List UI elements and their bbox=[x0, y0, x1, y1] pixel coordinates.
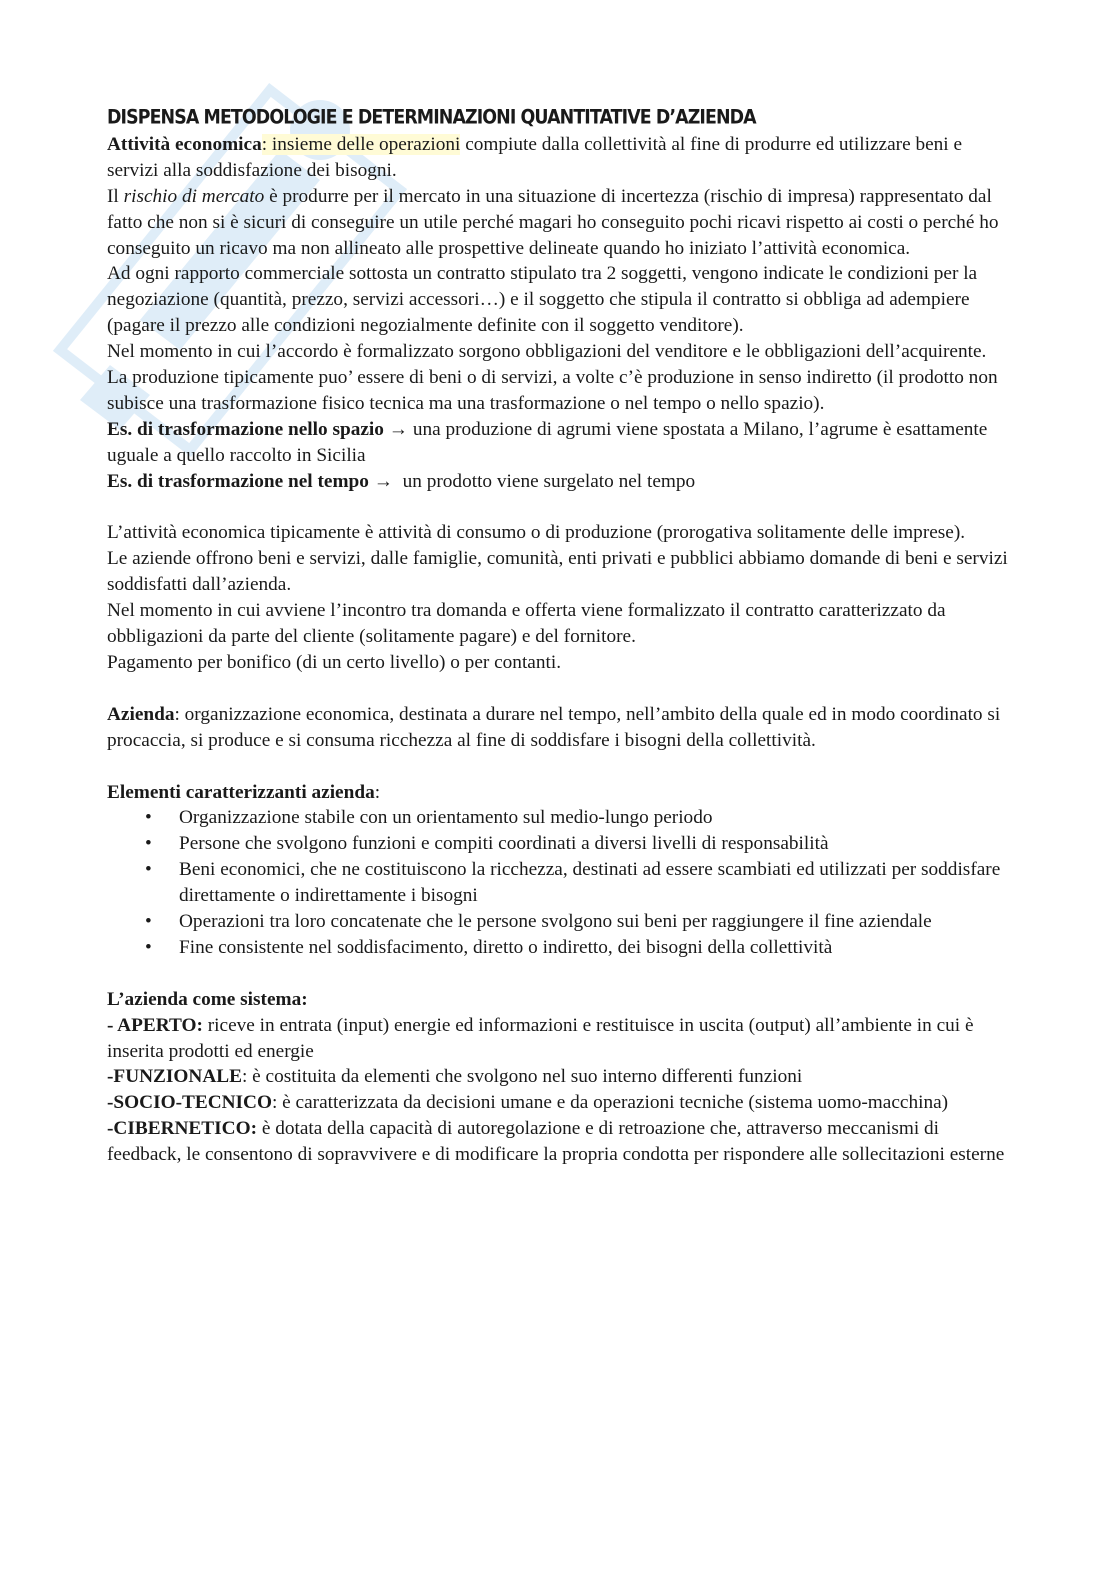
sistema-funzionale: -FUNZIONALE: è costituita da elementi che svolgono nel suo interno differenti funzioni bbox=[107, 1066, 803, 1088]
term-rischio-mercato: rischio di mercato bbox=[123, 185, 265, 207]
paragraph-rapporto-commerciale: Ad ogni rapporto commerciale sottosta un contratto stipulato tra 2 soggetti, vengono indicate le condizioni per la negoziazione (quantità, prezzo, servizi accessori…) e il soggetto che stipula il contratto si obbliga ad adempiere (pagare il prezzo alle condizioni negozialmente definite con il soggetto venditore). bbox=[107, 263, 978, 337]
highlighted-text: insieme delle operazioni bbox=[267, 133, 461, 155]
term-attivita-economica: Attività economica bbox=[107, 133, 262, 155]
list-item: • Fine consistente nel soddisfacimento, diretto o indiretto, dei bisogni della collettività bbox=[107, 935, 1012, 961]
document-body bbox=[107, 106, 1012, 1168]
bullet-icon: • bbox=[145, 911, 152, 933]
sistema-aperto: - APERTO: riceve in entrata (input) energie ed informazioni e restituisce in uscita (output) all’ambiente in cui è inserita prodotti ed energie bbox=[107, 1014, 974, 1062]
heading-sistema: L’azienda come sistema: bbox=[107, 988, 308, 1010]
sistema-socio-tecnico: -SOCIO-TECNICO: è caratterizzata da decisioni umane e da operazioni tecniche (sistema uomo-macchina) bbox=[107, 1092, 949, 1114]
document-title: DISPENSA METODOLOGIE E DETERMINAZIONI QUANTITATIVE D’AZIENDA bbox=[107, 106, 756, 129]
paragraph-accordo: Nel momento in cui l’accordo è formalizzato sorgono obbligazioni del venditore e le obbligazioni dell’acquirente. bbox=[107, 341, 987, 363]
paragraph-incontro-domanda-offerta: Nel momento in cui avviene l’incontro tra domanda e offerta viene formalizzato il contratto caratterizzato da obbligazioni da parte del cliente (solitamente pagare) e del fornitore. bbox=[107, 600, 946, 648]
term-azienda: Azienda bbox=[107, 703, 175, 725]
list-item: • Persone che svolgono funzioni e compiti coordinati a diversi livelli di responsabilità bbox=[107, 831, 1012, 857]
paragraph-rischio-mercato: Il rischio di mercato è produrre per il mercato in una situazione di incertezza (rischio di impresa) rappresentato dal fatto che non si è sicuri di conseguire un utile perché magari ho conseguito pochi ricavi rispetto ai costi o perché ho conseguito un ricavo ma non allineato alle prospettive delineate quando ho iniziato l’attività economica. bbox=[107, 185, 999, 259]
example-tempo: Es. di trasformazione nel tempo → un prodotto viene surgelato nel tempo bbox=[107, 470, 696, 492]
paragraph-aziende-offrono: Le aziende offrono beni e servizi, dalle famiglie, comunità, enti privati e pubblici abbiamo domande di beni e servizi soddisfatti dall’azienda. bbox=[107, 548, 1008, 596]
paragraph-attivita-economica: Attività economica: insieme delle operazioni compiute dalla collettività al fine di produrre ed utilizzare beni e servizi alla soddisfazione dei bisogni. bbox=[107, 133, 963, 181]
paragraph-produzione: La produzione tipicamente puo’ essere di beni o di servizi, a volte c’è produzione in senso indiretto (il prodotto non subisce una trasformazione fisico tecnica ma una trasformazione o nel tempo o nello spazio). bbox=[107, 367, 998, 414]
list-item: • Operazioni tra loro concatenate che le persone svolgono sui beni per raggiungere il fine aziendale bbox=[107, 909, 1012, 935]
heading-elementi: Elementi caratterizzanti azienda: bbox=[107, 781, 381, 803]
paragraph-azienda-definizione: Azienda: organizzazione economica, destinata a durare nel tempo, nell’ambito della quale ed in modo coordinato si procaccia, si produce e si consuma ricchezza al fine di soddisfare i bisogni della collettività. bbox=[107, 703, 1001, 751]
bullet-icon: • bbox=[145, 807, 152, 829]
bullet-icon: • bbox=[145, 833, 152, 855]
arrow-icon: → bbox=[383, 418, 413, 440]
list-item: • Beni economici, che ne costituiscono la ricchezza, destinati ad essere scambiati ed utilizzati per soddisfare direttamente o indirettamente i bisogni bbox=[145, 859, 1001, 907]
example-spazio: Es. di trasformazione nello spazio → una produzione di agrumi viene spostata a Milano, l’agrume è esattamente uguale a quello raccolto in Sicilia bbox=[107, 418, 988, 466]
paragraph-consumo-produzione: L’attività economica tipicamente è attività di consumo o di produzione (prorogativa solitamente delle imprese). bbox=[107, 522, 966, 544]
arrow-icon: → bbox=[368, 470, 403, 492]
paragraph-pagamento: Pagamento per bonifico (di un certo livello) o per contanti. bbox=[107, 652, 562, 674]
list-item: • Organizzazione stabile con un orientamento sul medio-lungo periodo bbox=[107, 805, 1012, 831]
elementi-list bbox=[107, 805, 1012, 960]
bullet-icon: • bbox=[145, 936, 152, 958]
sistema-cibernetico: -CIBERNETICO: è dotata della capacità di autoregolazione e di retroazione che, attraverso meccanismi di feedback, le consentono di sopravvivere e di modificare la propria condotta per rispondere alle sollecitazioni esterne bbox=[107, 1118, 1005, 1166]
bullet-icon: • bbox=[145, 859, 152, 881]
